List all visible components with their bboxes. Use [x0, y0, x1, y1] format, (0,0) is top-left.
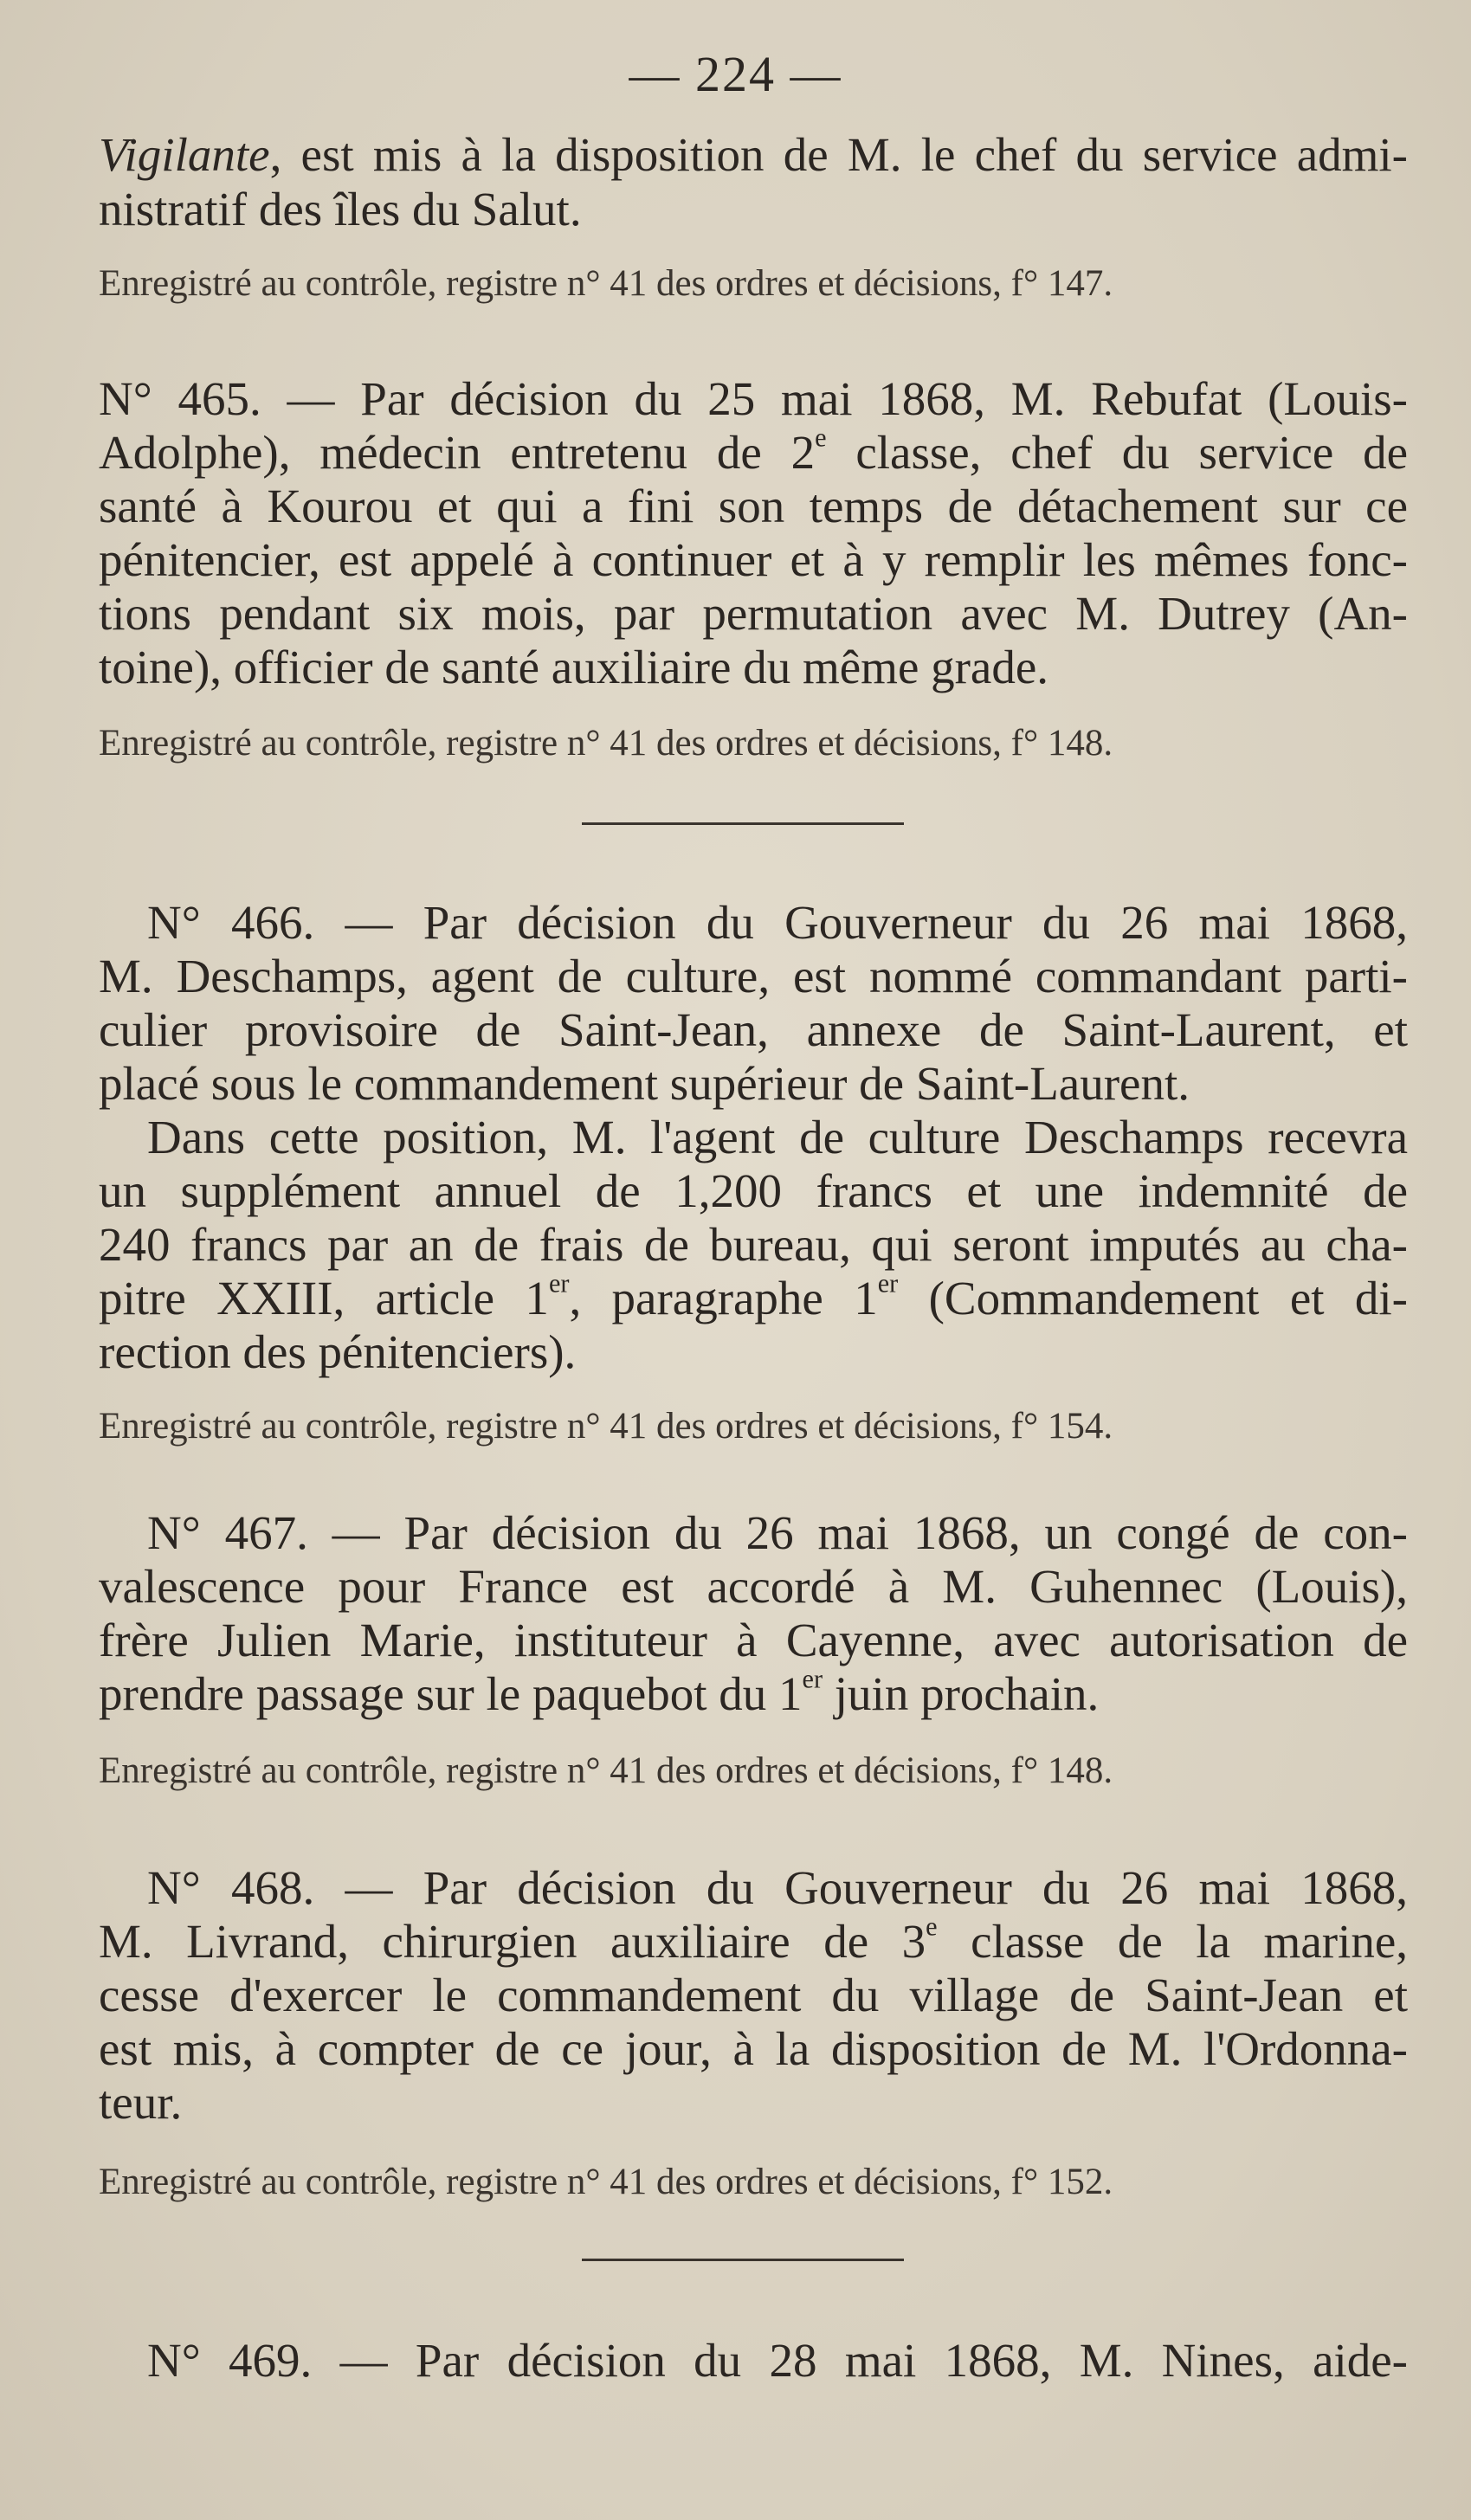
section-divider: [582, 822, 904, 825]
superscript: er: [877, 1268, 899, 1299]
text-span: Adolphe), médecin entretenu de 2: [99, 426, 816, 479]
entry-469-line: N° 469. — Par décision du 28 mai 1868, M. Nines, aide-: [147, 2334, 1408, 2387]
text-line: [99, 128, 1408, 182]
entry-468-line: [99, 1911, 1408, 1969]
entry-465-line: pénitencier, est appelé à continuer et à y remplir les mêmes fonc-: [99, 533, 1408, 586]
vessel-name: Vigilante: [99, 128, 270, 181]
entry-465-line: N° 465. — Par décision du 25 mai 1868, M. Rebufat (Louis-: [99, 372, 1408, 425]
registration-note: Enregistré au contrôle, registre n° 41 des ordres et décisions, f° 148.: [99, 723, 1113, 764]
entry-467-line: [99, 1664, 1408, 1721]
entry-466-line: placé sous le commandement supérieur de Saint-Laurent.: [99, 1057, 1190, 1110]
text-line: nistratif des îles du Salut.: [99, 183, 582, 235]
entry-468-line: N° 468. — Par décision du Gouverneur du 26 mai 1868,: [147, 1861, 1408, 1914]
entry-465-line: [99, 422, 1409, 480]
text-span: , est mis à la disposition de M. le chef du service admi-: [269, 128, 1408, 181]
text-span: classe de la marine,: [937, 1915, 1408, 1968]
registration-note: Enregistré au contrôle, registre n° 41 des ordres et décisions, f° 148.: [99, 1750, 1113, 1791]
entry-465-line: santé à Kourou et qui a fini son temps de détachement sur ce: [99, 480, 1408, 532]
entry-466-line: rection des pénitenciers).: [99, 1325, 577, 1378]
page-number: — 224 —: [629, 46, 842, 102]
entry-467-line: N° 467. — Par décision du 26 mai 1868, un congé de con-: [147, 1506, 1408, 1559]
entry-468-line: teur.: [99, 2076, 183, 2129]
section-divider: [582, 2259, 904, 2261]
entry-466-line: culier provisoire de Saint-Jean, annexe de Saint-Laurent, et: [99, 1003, 1408, 1056]
text-span: pitre XXIII, article 1: [99, 1272, 549, 1324]
registration-note: Enregistré au contrôle, registre n° 41 des ordres et décisions, f° 147.: [99, 263, 1113, 304]
entry-467-line: valescence pour France est accordé à M. Guhennec (Louis),: [99, 1560, 1408, 1613]
superscript: er: [548, 1268, 570, 1299]
text-span: classe, chef du service de: [826, 426, 1409, 479]
entry-466-line: [99, 1268, 1408, 1325]
entry-467-line: frère Julien Marie, instituteur à Cayenne, avec autorisation de: [99, 1614, 1408, 1666]
superscript: er: [802, 1664, 823, 1694]
text-span: juin prochain.: [823, 1667, 1100, 1720]
entry-468-line: est mis, à compter de ce jour, à la disposition de M. l'Ordonna-: [99, 2022, 1408, 2075]
superscript: e: [926, 1911, 938, 1942]
entry-466-line: M. Deschamps, agent de culture, est nommé commandant parti-: [99, 950, 1408, 1002]
entry-465-line: toine), officier de santé auxiliaire du même grade.: [99, 641, 1048, 693]
text-span: M. Livrand, chirurgien auxiliaire de 3: [99, 1915, 926, 1968]
text-span: , paragraphe 1: [569, 1272, 878, 1324]
entry-466-line: 240 francs par an de frais de bureau, qui seront imputés au cha-: [99, 1218, 1408, 1271]
entry-466-line: Dans cette position, M. l'agent de culture Deschamps recevra: [147, 1111, 1408, 1163]
text-span: (Commandement et di-: [898, 1272, 1408, 1324]
entry-466-line: un supplément annuel de 1,200 francs et une indemnité de: [99, 1164, 1408, 1217]
entry-465-line: tions pendant six mois, par permutation avec M. Dutrey (An-: [99, 587, 1408, 640]
text-span: prendre passage sur le paquebot du 1: [99, 1667, 803, 1720]
superscript: e: [815, 422, 827, 453]
entry-466-line: N° 466. — Par décision du Gouverneur du 26 mai 1868,: [147, 896, 1408, 949]
registration-note: Enregistré au contrôle, registre n° 41 des ordres et décisions, f° 152.: [99, 2162, 1113, 2202]
entry-468-line: cesse d'exercer le commandement du village de Saint-Jean et: [99, 1969, 1408, 2021]
registration-note: Enregistré au contrôle, registre n° 41 des ordres et décisions, f° 154.: [99, 1406, 1113, 1447]
